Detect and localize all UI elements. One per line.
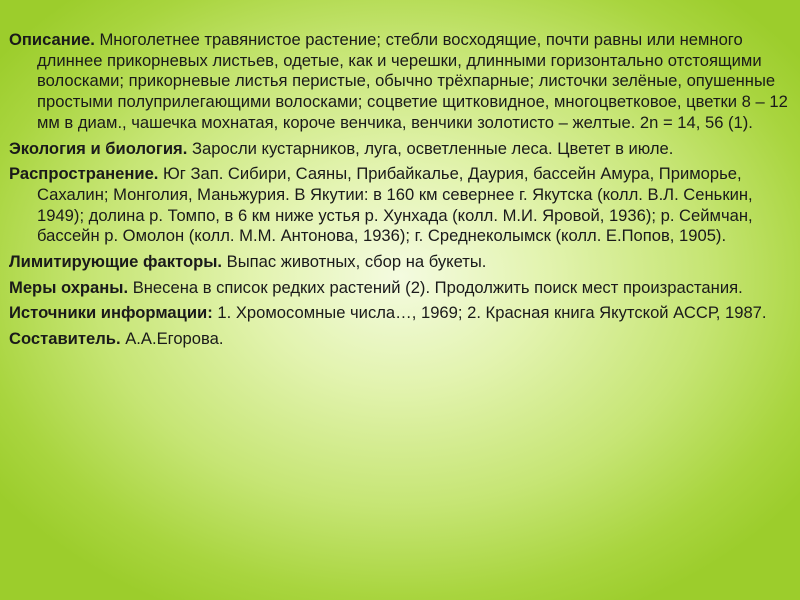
paragraph-sources — [9, 303, 789, 324]
paragraph-description — [9, 30, 789, 134]
heading-ecology: Экология и биология. — [9, 138, 188, 158]
species-description — [9, 30, 789, 355]
paragraph-protection — [9, 278, 789, 299]
paragraph-ecology — [9, 139, 789, 160]
paragraph-distribution — [9, 164, 789, 247]
paragraph-limiting-factors — [9, 252, 789, 273]
heading-distribution: Распространение. — [9, 164, 159, 184]
text-author: А.А.Егорова. — [120, 329, 224, 349]
heading-description: Описание. — [9, 30, 95, 49]
heading-protection: Меры охраны. — [9, 277, 129, 297]
heading-sources: Источники информации: — [9, 303, 213, 323]
heading-author: Составитель. — [9, 329, 121, 349]
text-distribution: Юг Зап. Сибири, Саяны, Прибайкалье, Даурия, бассейн Амура, Приморье, Сахалин; Монголия, Маньжурия. В Якутии: в 160 км севернее г. Якутска (колл. В.Л. Сенькин, 1949); долина р. Томпо, в 6 км ниже устья р. Хунхада (колл. М.И. Яровой, 1936); р. Сеймчан, бассейн р. Омолон (колл. М.М. Антонова, 1936); г. Среднеколымск (колл. Е.Попов, 1905). — [37, 164, 753, 246]
text-sources: 1. Хромосомные числа…, 1969; 2. Красная книга Якутской АССР, 1987. — [212, 303, 767, 323]
text-protection: Внесена в список редких растений (2). Продолжить поиск мест произрастания. — [128, 277, 743, 297]
text-description: Многолетнее травянистое растение; стебли восходящие, почти равны или немного длиннее прикорневых листьев, одетые, как и черешки, длинными горизонтально отстоящими волосками; прикорневые листья перистые, обычно трёхпарные; листочки зелёные, опушенные простыми полуприлегающими волосками; соцветие щитковидное, многоцветковое, цветки 8 – 12 мм в диам., чашечка мохнатая, короче венчика, венчики золотисто – желтые. 2n = 14, 56 (1). — [37, 30, 788, 132]
text-limiting-factors: Выпас животных, сбор на букеты. — [222, 252, 487, 272]
heading-limiting-factors: Лимитирующие факторы. — [9, 252, 223, 272]
paragraph-author — [9, 329, 789, 350]
text-ecology: Заросли кустарников, луга, осветленные леса. Цветет в июле. — [187, 138, 674, 158]
